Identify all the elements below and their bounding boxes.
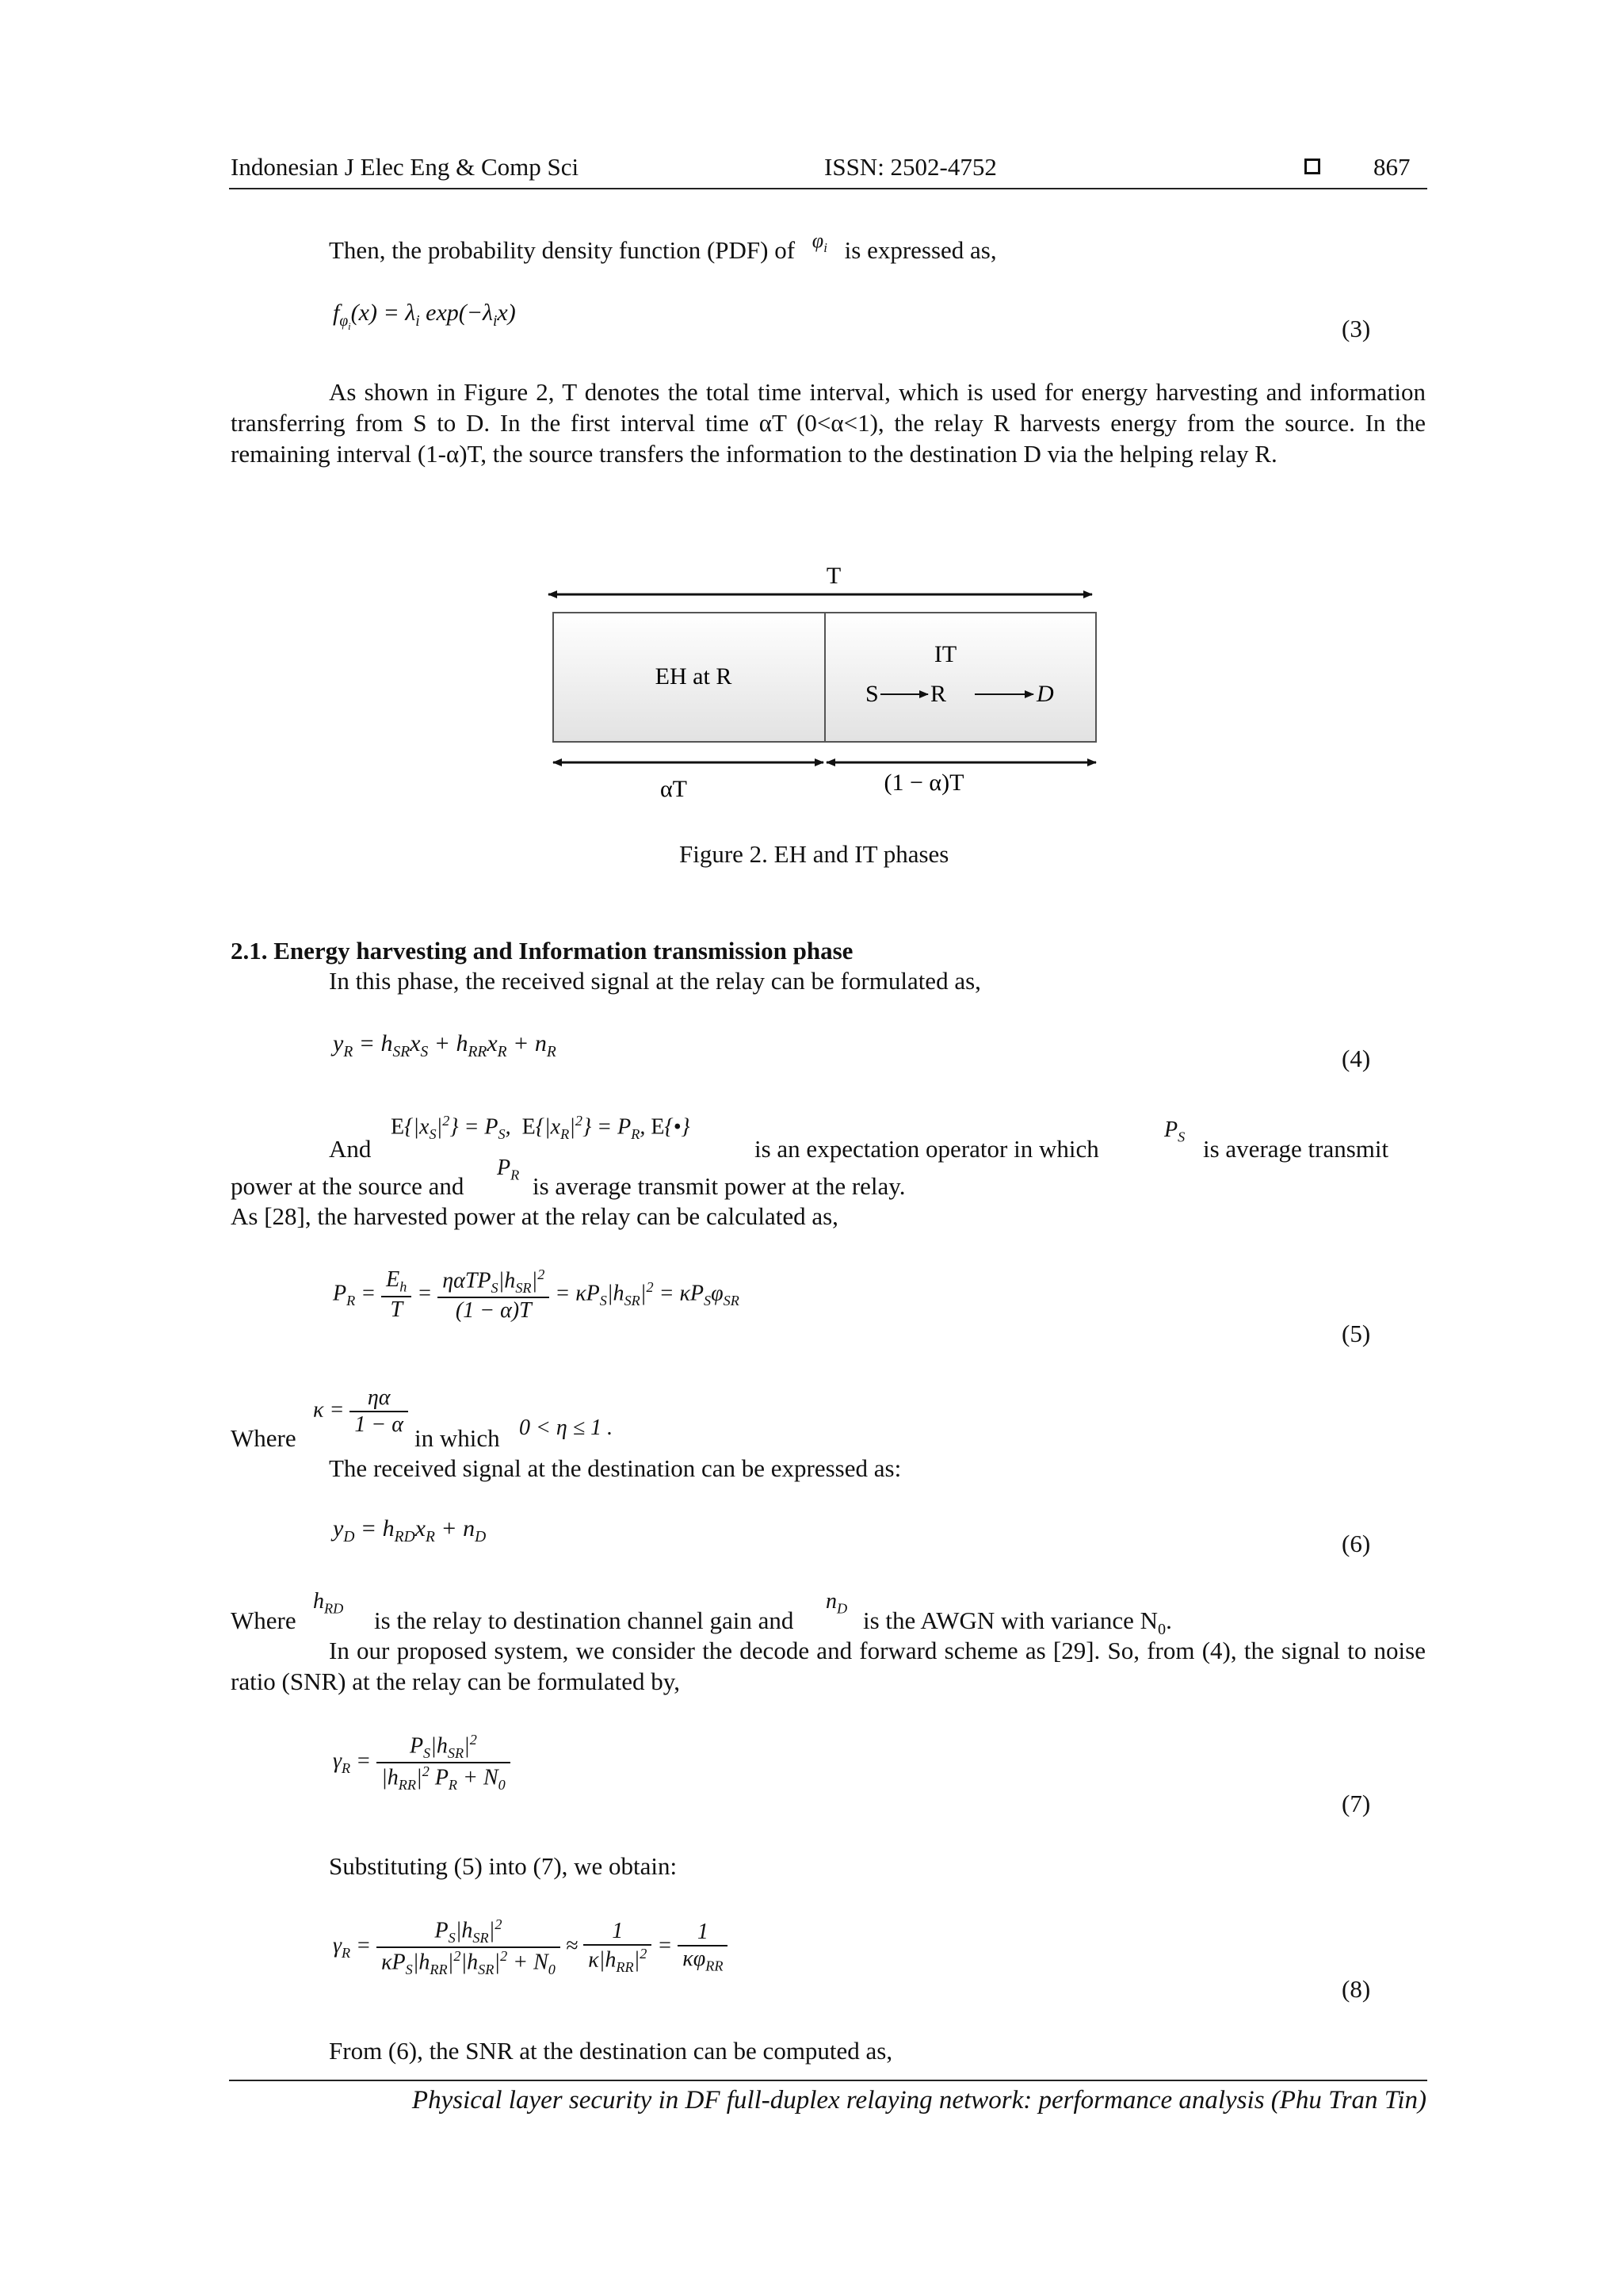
one-minus-alpha-label: (1 − α)T [884, 770, 964, 796]
eta-range: 0 < η ≤ 1 . [519, 1415, 613, 1440]
figure-caption: Figure 2. EH and IT phases [679, 840, 949, 868]
equation-4: $y_R = h_{SR}x_S + h_{RR}x_R + n_R$ [333, 1030, 556, 1060]
section-intro: In this phase, the received signal at the relay can be formulated as, [329, 967, 981, 995]
where-label-2: Where [231, 1606, 296, 1634]
proposed-paragraph: In our proposed system, we consider the decode and forward scheme as [29]. So, from (4), the signal to noise ratio (SNR) at the relay can be formulated by, [231, 1637, 1426, 1695]
where-label-1: Where [231, 1424, 296, 1452]
substituting-text: Substituting (5) into (7), we obtain: [329, 1852, 678, 1880]
header-rule [229, 188, 1427, 189]
paragraph-figure-intro: As shown in Figure 2, T denotes the total time interval, which is used for energy harvesting and information transferring from S to D. In the first interval time αT (0<α<1), the relay R harvests energy from the source. In the remaining interval (1-α)T, the source transfers the information to the destination D via the helping relay R. [231, 378, 1426, 468]
relay-gain-text: is the relay to destination channel gain and [374, 1606, 794, 1634]
section-heading: 2.1. Energy harvesting and Information transmission phase [231, 937, 854, 965]
received-dest-text: The received signal at the destination can be expressed as: [329, 1454, 902, 1482]
eq-number-7: (7) [1342, 1790, 1371, 1817]
and-label: And [329, 1135, 372, 1163]
eq-number-8: (8) [1342, 1975, 1371, 2003]
journal-name: Indonesian J Elec Eng & Comp Sci [231, 153, 579, 181]
checkbox-square-icon [1304, 159, 1320, 174]
footer-title: Physical layer security in DF full-duplex relaying network: performance analysis (Phu Tran Tin) [411, 2086, 1426, 2115]
page-number: 867 [1373, 153, 1411, 181]
avg-transmit-text: is average transmit [1203, 1135, 1389, 1163]
kappa-definition: κ = $\frac{\eta\alpha}{1 - \alpha}$ [313, 1385, 408, 1438]
pr-symbol: $P_R$ [497, 1156, 520, 1183]
expectation-equations: $E\{|x_S|^2\} = P_S$, $E\{|x_R|^2\} = P_R$, E{•} [391, 1113, 690, 1142]
issn: ISSN: 2502-4752 [824, 153, 997, 181]
nd-symbol: $n_D$ [826, 1589, 848, 1617]
total-time-label: T [826, 563, 842, 589]
equation-8: $\gamma_R$ = $\frac{P_S|h_{SR}|^2}{\kappa P_S|h_{RR}|^2|h_{SR}|^2 + N_0}$ ≈ $\frac{1}{\kappa|h_{RR}|^2}$ = $\frac{1}{\kappa\varphi_{RR}}$ [333, 1916, 727, 1978]
figure-2-diagram [547, 555, 1117, 808]
footer-rule [229, 2080, 1427, 2081]
equation-6: $y_D = h_{RD}x_R + n_D$ [333, 1515, 487, 1545]
s-label: S [865, 681, 879, 707]
eq-number-3: (3) [1342, 315, 1371, 342]
from6-text: From (6), the SNR at the destination can be computed as, [329, 2037, 893, 2065]
d-label: D [1037, 681, 1054, 707]
awgn-text: is the AWGN with variance $N_0$. [863, 1606, 1172, 1639]
hrd-symbol: $h_{RD}$ [313, 1589, 344, 1617]
equation-5: $P_R$ = $\frac{E_h}{T}$ = $\frac{\eta\alpha TP_S|h_{SR}|^2}{(1 - \alpha)T}$ = $\kappa P_S|h_{SR}|^2 = \kappa P_S\varphi_{SR}$ [333, 1266, 739, 1323]
it-label: IT [934, 641, 957, 667]
in-which-text: in which [414, 1424, 500, 1452]
power-source-text: power at the source and [231, 1172, 464, 1200]
it-box [825, 613, 1096, 742]
eq-number-5: (5) [1342, 1320, 1371, 1347]
pdf-intro-text: Then, the probability density function (PDF) of [329, 236, 796, 264]
ps-symbol: $P_S$ [1164, 1117, 1186, 1145]
expectation-text: is an expectation operator in which [754, 1135, 1099, 1163]
eq-number-6: (6) [1342, 1530, 1371, 1557]
equation-3: $f_{\varphi_i}(x) = \lambda_i$ $\exp(-\lambda_ix)$ [333, 300, 516, 332]
pdf-intro-end: is expressed as, [844, 236, 997, 264]
power-relay-text: is average transmit power at the relay. [533, 1172, 906, 1200]
equation-7: $\gamma_R$ = $\frac{P_S|h_{SR}|^2}{|h_{RR}|^2 P_R + N_0}$ [333, 1732, 510, 1794]
eq-number-4: (4) [1342, 1045, 1371, 1072]
harvest-text: As [28], the harvested power at the relay can be calculated as, [231, 1202, 838, 1230]
pdf-intro: Then, the probability density function (PDF) of $^{\varphi_i}$ is expressed as, [329, 229, 997, 264]
eh-label: EH at R [655, 663, 732, 690]
r-label: R [930, 681, 947, 707]
alpha-t-label: αT [659, 776, 688, 802]
